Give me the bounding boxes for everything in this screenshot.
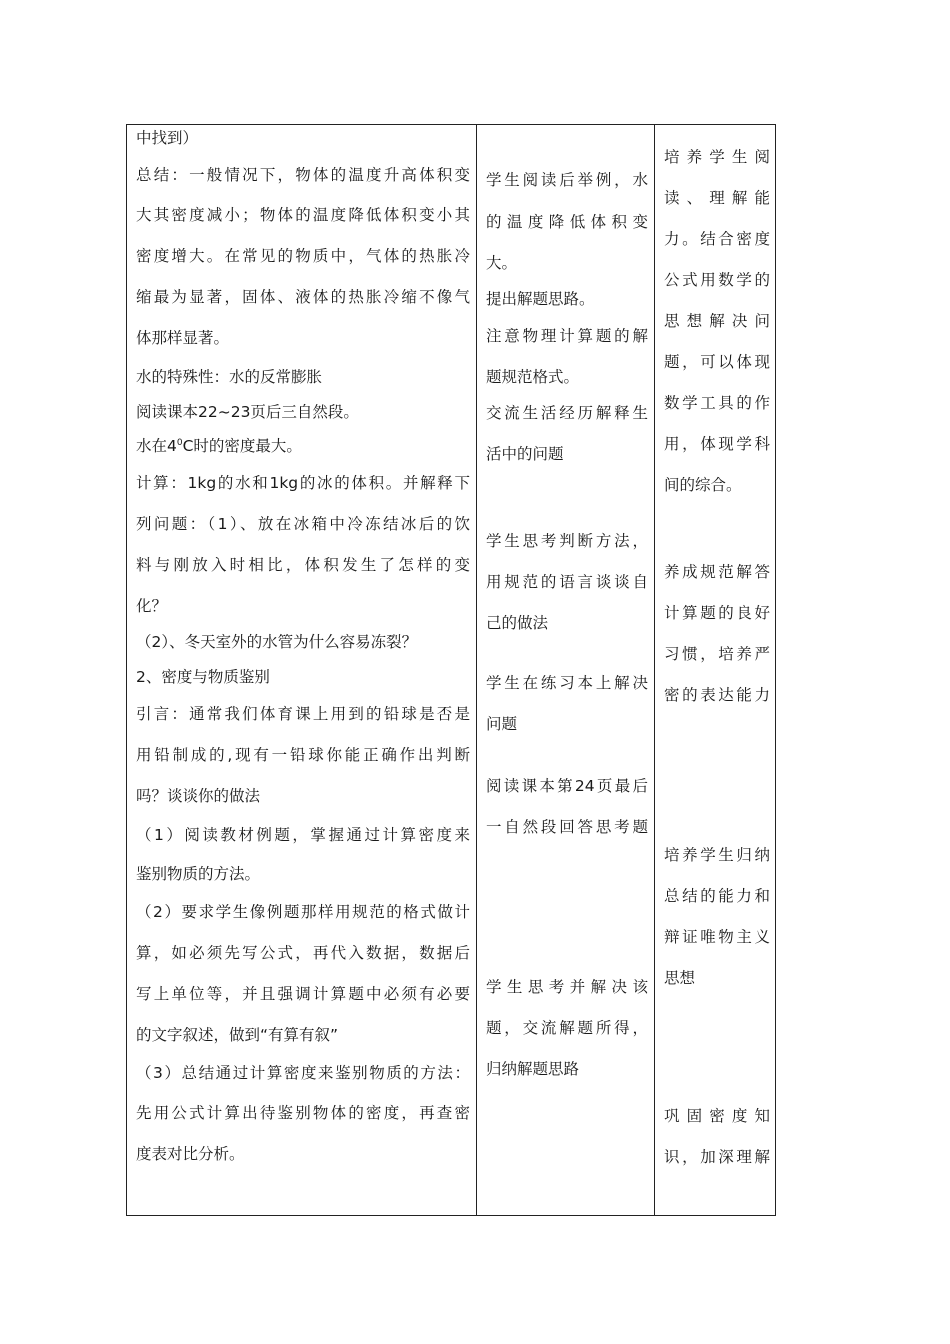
col1-text-line: 的文字叙述，做到“有算有叙” bbox=[136, 1026, 339, 1044]
col2-text-line: 学生阅读后举例，水 bbox=[486, 171, 648, 189]
col3-text-line: 辩证唯物主义 bbox=[664, 928, 770, 946]
col2-text-line: 题，交流解题所得， bbox=[486, 1019, 648, 1037]
col1-text-line: 阅读课本22~23页后三自然段。 bbox=[136, 403, 359, 421]
col2-text-line: 阅读课本第24页最后 bbox=[486, 777, 648, 795]
col1-text-line: 体那样显著。 bbox=[136, 329, 230, 347]
col1-text-line: 先用公式计算出待鉴别物体的密度，再查密 bbox=[136, 1104, 470, 1122]
design-intent-column bbox=[655, 125, 776, 1215]
col2-text-line: 己的做法 bbox=[486, 614, 549, 632]
col3-text-line: 计算题的良好 bbox=[664, 604, 770, 622]
lesson-plan-table bbox=[126, 124, 776, 1216]
col1-text-line: 度表对比分析。 bbox=[136, 1145, 245, 1163]
col1-text-line: （1）阅读教材例题，掌握通过计算密度来 bbox=[136, 826, 470, 844]
col2-text-line: 题规范格式。 bbox=[486, 368, 580, 386]
col1-text-line: 计算：1kg的水和1kg的冰的体积。并解释下 bbox=[136, 474, 470, 492]
col3-text-line: 巩固密度知 bbox=[664, 1107, 770, 1125]
col1-text-line: 吗？谈谈你的做法 bbox=[136, 787, 261, 805]
col1-text-line: 引言：通常我们体育课上用到的铅球是否是 bbox=[136, 705, 470, 723]
col2-text-line: 问题 bbox=[486, 715, 518, 733]
col2-text-line: 学生思考并解决该 bbox=[486, 978, 648, 996]
col3-text-line: 力。结合密度 bbox=[664, 230, 770, 248]
col1-text-line: 水的特殊性：水的反常膨胀 bbox=[136, 368, 323, 386]
col1-text-line: （2）要求学生像例题那样用规范的格式做计 bbox=[136, 903, 470, 921]
col2-text-line: 一自然段回答思考题 bbox=[486, 818, 648, 836]
col3-text-line: 公式用数学的 bbox=[664, 271, 770, 289]
col1-text-line: 化？ bbox=[136, 597, 168, 615]
col3-text-line: 识，加深理解 bbox=[664, 1148, 770, 1166]
col1-text-line: （2）、冬天室外的水管为什么容易冻裂？ bbox=[136, 633, 418, 651]
col3-text-line: 总结的能力和 bbox=[664, 887, 770, 905]
col1-text-line: （3）总结通过计算密度来鉴别物质的方法： bbox=[136, 1064, 470, 1082]
col1-text-line: 列问题：（1）、放在冰箱中冷冻结冰后的饮 bbox=[136, 515, 470, 533]
col1-text-line: 写上单位等，并且强调计算题中必须有必要 bbox=[136, 985, 470, 1003]
col1-text-line: 中找到） bbox=[136, 129, 199, 147]
col2-text-line: 大。 bbox=[486, 254, 518, 272]
col3-text-line: 数学工具的作 bbox=[664, 394, 770, 412]
col1-text-line: 用铅制成的,现有一铅球你能正确作出判断 bbox=[136, 746, 470, 764]
col3-text-line: 养成规范解答 bbox=[664, 563, 770, 581]
col3-text-line: 思想解决问 bbox=[664, 312, 770, 330]
col1-text-line: 缩最为显著，固体、液体的热胀冷缩不像气 bbox=[136, 288, 470, 306]
col2-text-line: 学生在练习本上解决 bbox=[486, 674, 648, 692]
col1-text-line: 水在$4^0C$时的密度最大。 bbox=[136, 437, 302, 455]
col1-text-line: 算，如必须先写公式，再代入数据，数据后 bbox=[136, 944, 470, 962]
col3-text-line: 思想 bbox=[664, 969, 696, 987]
teacher-activity-column bbox=[127, 125, 476, 1215]
col2-text-line: 学生思考判断方法， bbox=[486, 532, 648, 550]
col3-text-line: 培养学生归纳 bbox=[664, 846, 770, 864]
col2-text-line: 用规范的语言谈谈自 bbox=[486, 573, 648, 591]
col2-text-line: 交流生活经历解释生 bbox=[486, 404, 648, 422]
col1-text-line: 大其密度减小；物体的温度降低体积变小其 bbox=[136, 206, 470, 224]
col1-text-line: 密度增大。在常见的物质中，气体的热胀冷 bbox=[136, 247, 470, 265]
col2-text-line: 活中的问题 bbox=[486, 445, 564, 463]
col3-text-line: 培养学生阅 bbox=[664, 148, 770, 166]
col3-text-line: 用，体现学科 bbox=[664, 435, 770, 453]
col2-text-line: 的温度降低体积变 bbox=[486, 213, 648, 231]
student-activity-column bbox=[477, 125, 654, 1215]
col2-text-line: 注意物理计算题的解 bbox=[486, 327, 648, 345]
col3-text-line: 密的表达能力 bbox=[664, 686, 770, 704]
col1-text-line: 2、密度与物质鉴别 bbox=[136, 668, 270, 686]
col2-text-line: 归纳解题思路 bbox=[486, 1060, 580, 1078]
col3-text-line: 习惯，培养严 bbox=[664, 645, 770, 663]
col3-text-line: 题，可以体现 bbox=[664, 353, 770, 371]
col3-text-line: 间的综合。 bbox=[664, 476, 742, 494]
col1-text-line: 鉴别物质的方法。 bbox=[136, 865, 261, 883]
col2-text-line: 提出解题思路。 bbox=[486, 290, 595, 308]
col3-text-line: 读、理解能 bbox=[664, 189, 770, 207]
col1-text-line: 料与刚放入时相比，体积发生了怎样的变 bbox=[136, 556, 470, 574]
col1-text-line: 总结：一般情况下，物体的温度升高体积变 bbox=[136, 166, 470, 184]
